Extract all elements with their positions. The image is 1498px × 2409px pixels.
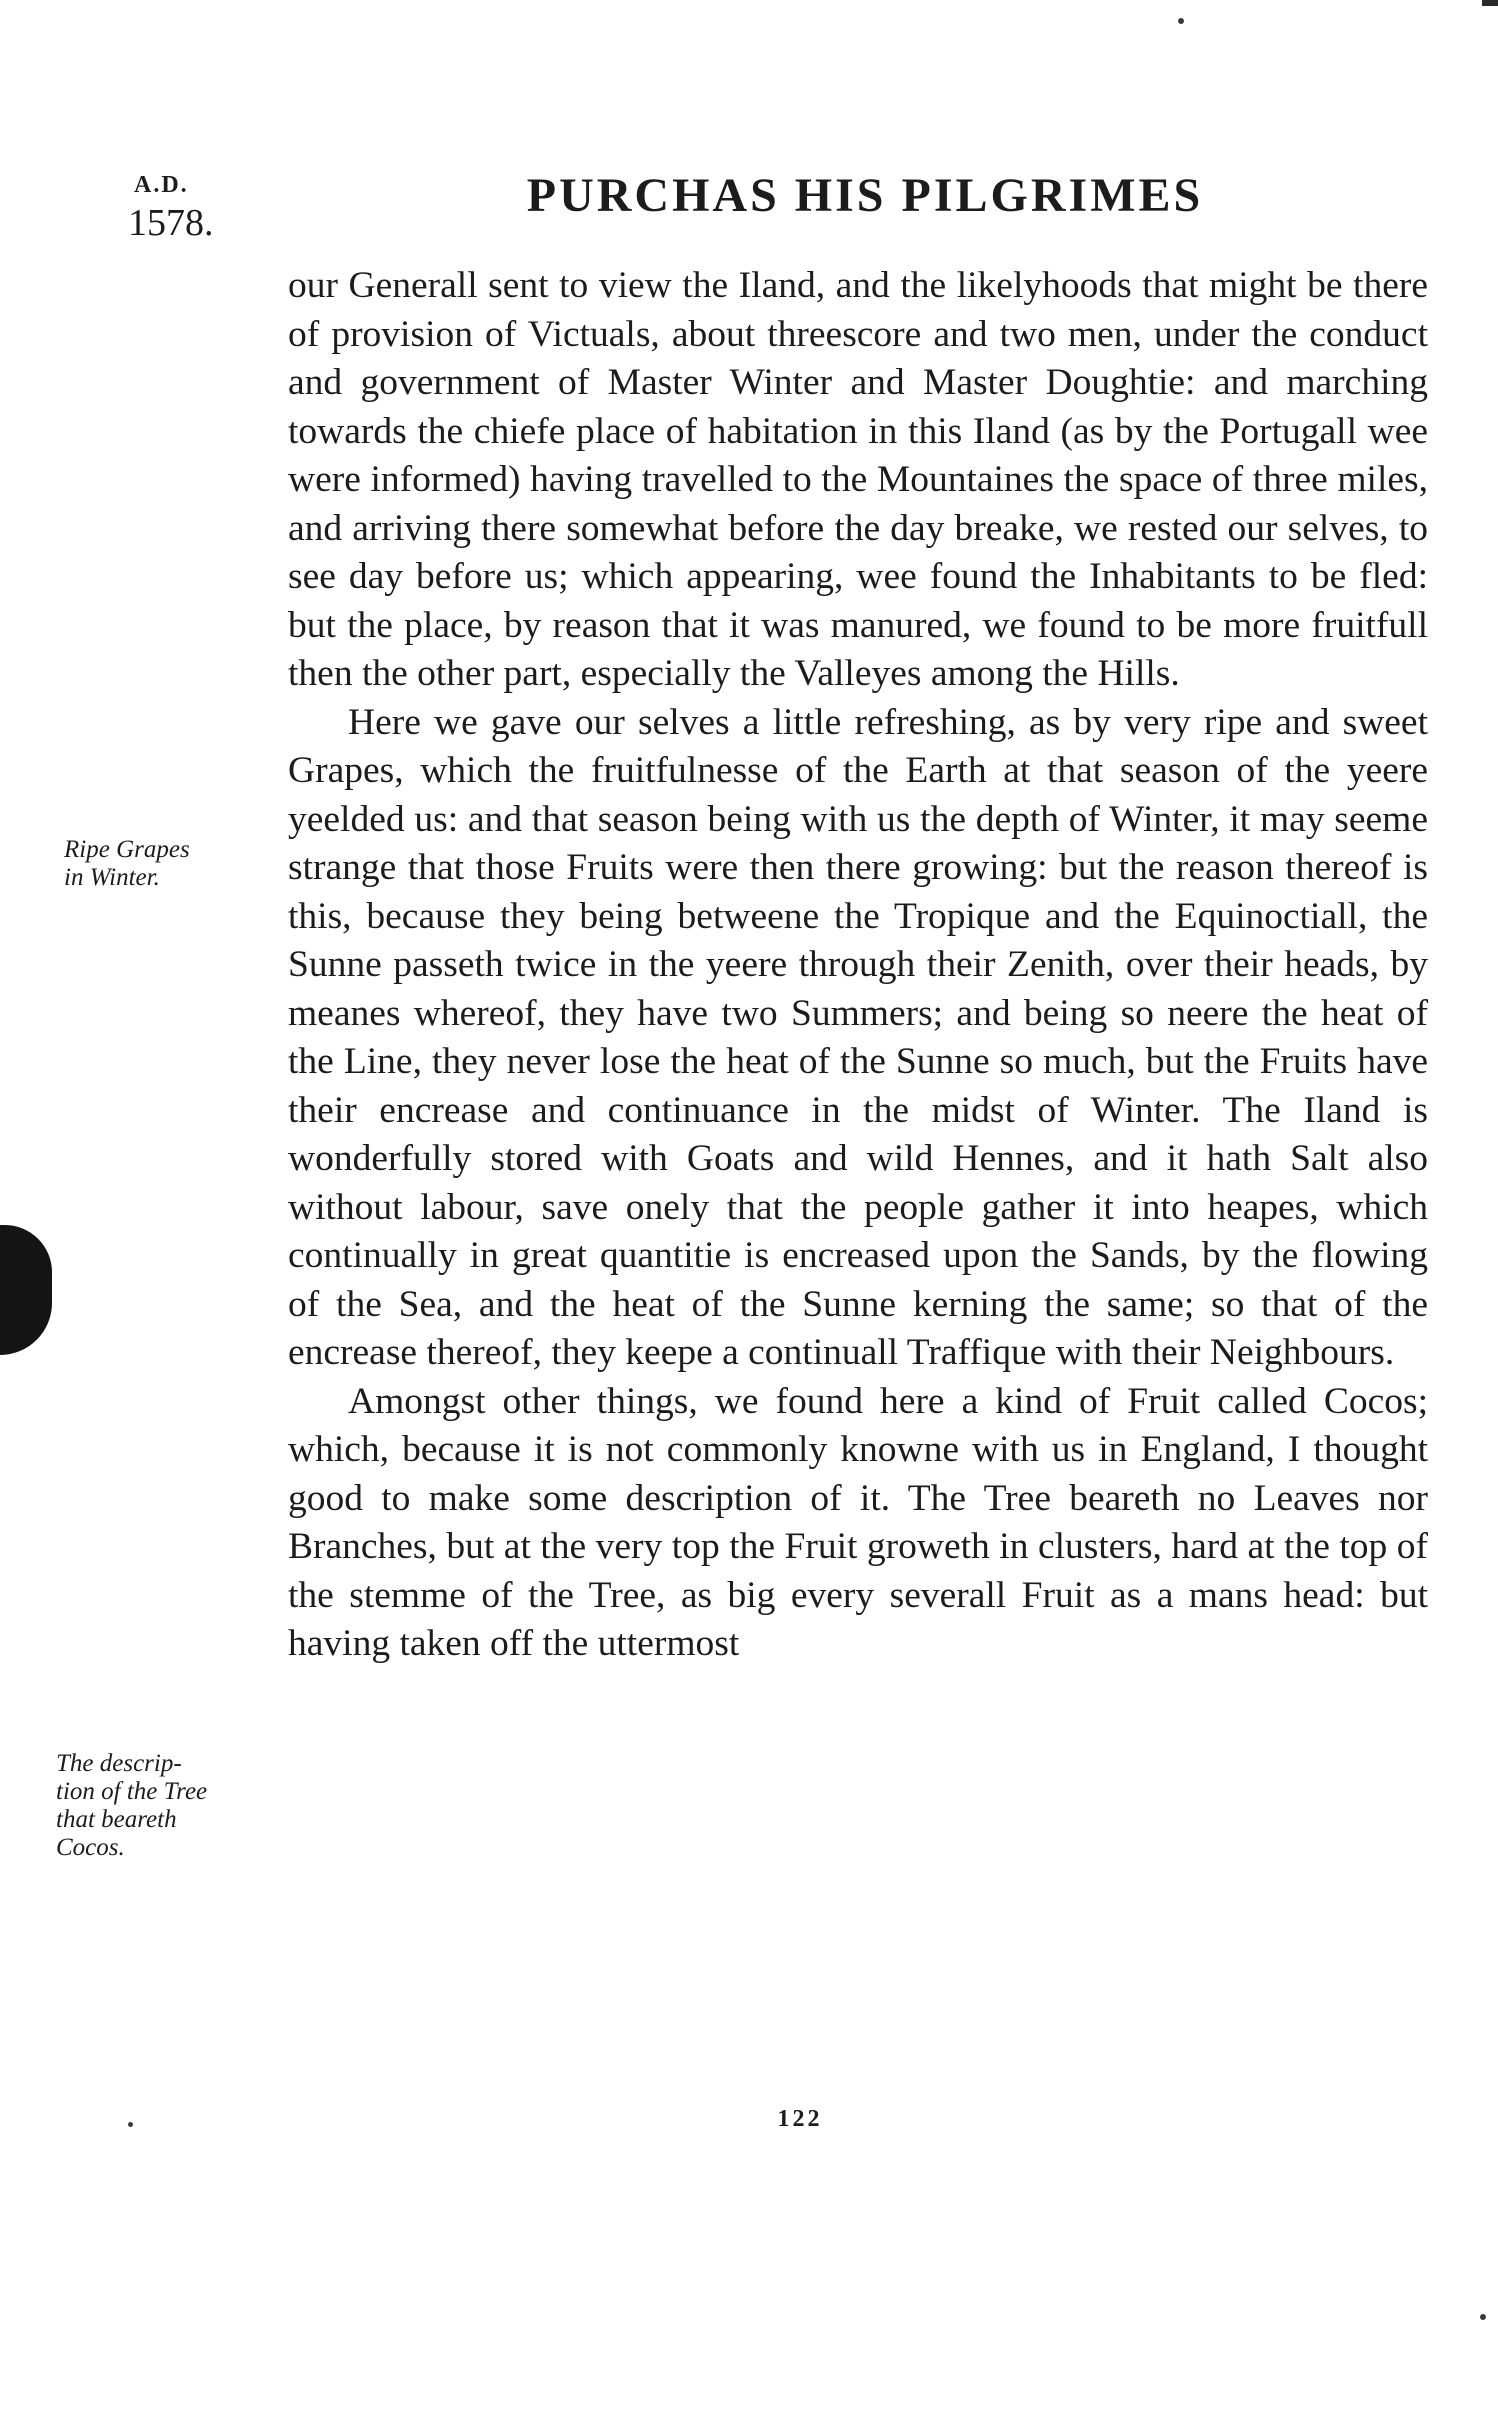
era-label: A.D. [134, 172, 189, 198]
sidenote-line: tion of the Tree [56, 1778, 208, 1805]
page-corner-shadow [1482, 0, 1498, 6]
scan-speck [1480, 2314, 1486, 2320]
year-label: 1578. [128, 202, 214, 244]
sidenote-line: The descrip- [56, 1750, 182, 1777]
scan-speck [1178, 18, 1184, 24]
sidenote-line: in Winter. [64, 864, 160, 891]
page-number: 122 [777, 2106, 823, 2132]
body-paragraph: Here we gave our selves a little refreshing, as by very ripe and sweet Grapes, which the fruitfulnesse of the Earth at that season of the yeere yeelded us: and that season being with us the depth of Winter, it may seeme strange that those Fruits were then there growing: but the reason thereof is this, because they being betweene the Tropique and the Equinoctiall, the Sunne passeth twice in the yeere through their Zenith, over their heads, by meanes whereof, they have two Summers; and being so neere the heat of the Line, they never lose the heat of the Sunne so much, but the Fruits have their encrease and continuance in the midst of Winter. The Iland is wonderfully stored with Goats and wild Hennes, and it hath Salt also without labour, save onely that the people gather it into heapes, which continually in great quantitie is encreased upon the Sands, by the flowing of the Sea, and the heat of the Sunne kerning the same; so that of the encrease thereof, they keepe a continuall Traffique with their Neighbours. [288, 701, 1428, 1373]
sidenote-line: that beareth [56, 1806, 177, 1833]
body-paragraph: our Generall sent to view the Iland, and the likelyhoods that might be there of provision of Victuals, about threescore and two men, under the conduct and government of Master Winter and Master Doughtie: and marching towards the chiefe place of habitation in this Iland (as by the Portugall wee were informed) having travelled to the Mountaines the space of three miles, and arriving there somewhat before the day breake, we rested our selves, to see day before us; which appearing, wee found the Inhabitants to be fled: but the place, by reason that it was manured, we found to be more fruitfull then the other part, especially the Valleyes among the Hills. [288, 265, 1428, 694]
margin-date [128, 172, 248, 245]
scan-thumb-shadow [0, 1225, 52, 1355]
body-paragraph: Amongst other things, we found here a kind of Fruit called Cocos; which, because it is not commonly knowne with us in England, I thought good to make some description of it. The Tree beareth no Leaves nor Branches, but at the very top the Fruit groweth in clusters, hard at the top of the stemme of the Tree, as big every severall Fruit as a mans head: but having taken off the uttermost [288, 1380, 1428, 1664]
sidenote-ripe-grapes [64, 836, 264, 892]
sidenote-cocos-tree [56, 1750, 266, 1862]
running-head-title: PURCHAS HIS PILGRIMES [526, 169, 1204, 222]
scan-speck [128, 2122, 133, 2127]
sidenote-line: Ripe Grapes [64, 836, 190, 863]
sidenote-line: Cocos. [56, 1834, 125, 1861]
main-text-block [288, 262, 1428, 1669]
